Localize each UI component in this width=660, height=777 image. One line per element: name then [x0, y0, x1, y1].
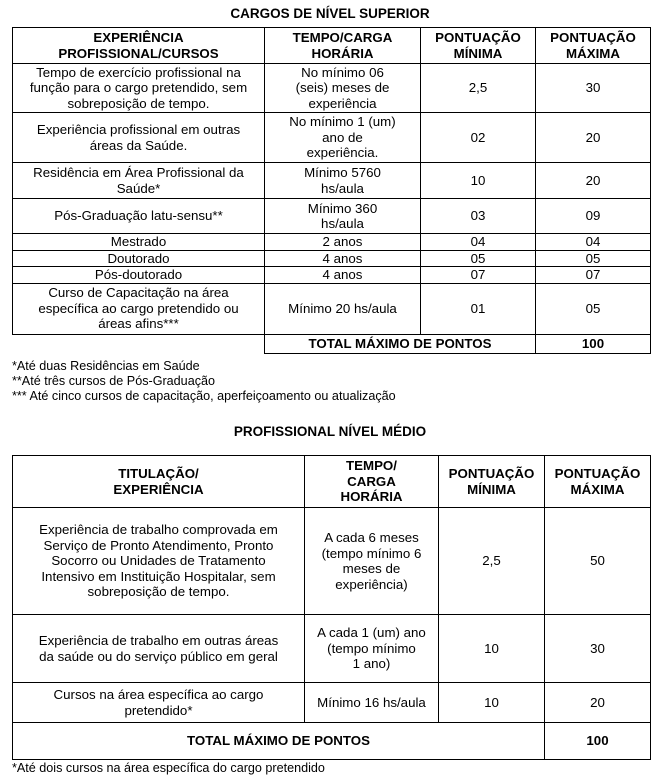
header-tempo: TEMPO/ CARGA HORÁRIA [305, 456, 439, 508]
cell-minima: 05 [421, 250, 536, 267]
cell-item: Experiência profissional em outras áreas da Saúde. [13, 113, 265, 163]
table-row [13, 683, 651, 723]
cell-item: Cursos na área específica ao cargo pretendido* [13, 683, 305, 723]
cell-minima: 04 [421, 234, 536, 251]
cell-tempo: 4 anos [265, 267, 421, 284]
cell-maxima: 07 [536, 267, 651, 284]
table-row [13, 283, 651, 334]
header-experiencia: EXPERIÊNCIA PROFISSIONAL/CURSOS [13, 28, 265, 64]
cell-tempo: Mínimo 360 hs/aula [265, 199, 421, 234]
total-label: TOTAL MÁXIMO DE PONTOS [265, 334, 536, 353]
cell-minima: 07 [421, 267, 536, 284]
cell-minima: 10 [439, 615, 545, 683]
cell-tempo: Mínimo 5760 hs/aula [265, 163, 421, 199]
cell-tempo: 2 anos [265, 234, 421, 251]
cell-tempo: Mínimo 16 hs/aula [305, 683, 439, 723]
table-row [13, 267, 651, 284]
table-row [13, 163, 651, 199]
total-row [13, 723, 651, 760]
cell-minima: 01 [421, 283, 536, 334]
header-pontuacao-minima: PONTUAÇÃO MÍNIMA [421, 28, 536, 64]
table-row [13, 199, 651, 234]
footnote: *Até dois cursos na área específica do cargo pretendido [12, 761, 325, 775]
cell-minima: 02 [421, 113, 536, 163]
table-row [13, 64, 651, 113]
cell-tempo: A cada 1 (um) ano (tempo mínimo 1 ano) [305, 615, 439, 683]
cell-item: Experiência de trabalho comprovada em Serviço de Pronto Atendimento, Pronto Socorro ou Unidades de Tratamento Intensivo em Instituição Hospitalar, sem sobreposição de tempo. [13, 508, 305, 615]
cell-minima: 10 [421, 163, 536, 199]
cell-maxima: 20 [536, 113, 651, 163]
cell-maxima: 30 [545, 615, 651, 683]
table-row [13, 234, 651, 251]
total-row [13, 334, 651, 353]
cell-maxima: 05 [536, 250, 651, 267]
total-value: 100 [545, 723, 651, 760]
cell-tempo: No mínimo 1 (um) ano de experiência. [265, 113, 421, 163]
cell-item: Doutorado [13, 250, 265, 267]
section2-title: PROFISSIONAL NÍVEL MÉDIO [233, 424, 427, 439]
cell-maxima: 50 [545, 508, 651, 615]
footnote: *** Até cinco cursos de capacitação, aperfeiçoamento ou atualização [12, 389, 396, 403]
cell-maxima: 09 [536, 199, 651, 234]
table-header-row [13, 28, 651, 64]
cell-item: Residência em Área Profissional da Saúde* [13, 163, 265, 199]
cell-minima: 2,5 [421, 64, 536, 113]
cell-item: Tempo de exercício profissional na função para o cargo pretendido, sem sobreposição de tempo. [13, 64, 265, 113]
cell-tempo: 4 anos [265, 250, 421, 267]
footnote: **Até três cursos de Pós-Graduação [12, 374, 216, 388]
table-nivel-medio [12, 455, 651, 760]
cell-maxima: 30 [536, 64, 651, 113]
table-header-row [13, 456, 651, 508]
section1-title: CARGOS DE NÍVEL SUPERIOR [230, 6, 430, 21]
table-row [13, 250, 651, 267]
header-titulacao: TITULAÇÃO/ EXPERIÊNCIA [13, 456, 305, 508]
cell-tempo: A cada 6 meses (tempo mínimo 6 meses de experiência) [305, 508, 439, 615]
cell-tempo: No mínimo 06 (seis) meses de experiência [265, 64, 421, 113]
cell-item: Pós-Graduação latu-sensu** [13, 199, 265, 234]
cell-item: Experiência de trabalho em outras áreas da saúde ou do serviço público em geral [13, 615, 305, 683]
cell-maxima: 20 [545, 683, 651, 723]
cell-maxima: 20 [536, 163, 651, 199]
cell-minima: 2,5 [439, 508, 545, 615]
cell-maxima: 04 [536, 234, 651, 251]
footnote: *Até duas Residências em Saúde [12, 359, 200, 373]
cell-item: Mestrado [13, 234, 265, 251]
cell-tempo: Mínimo 20 hs/aula [265, 283, 421, 334]
table-row [13, 615, 651, 683]
cell-item: Curso de Capacitação na área específica ao cargo pretendido ou áreas afins*** [13, 283, 265, 334]
header-pontuacao-maxima: PONTUAÇÃO MÁXIMA [545, 456, 651, 508]
table-row [13, 113, 651, 163]
total-value: 100 [536, 334, 651, 353]
header-pontuacao-minima: PONTUAÇÃO MÍNIMA [439, 456, 545, 508]
cell-item: Pós-doutorado [13, 267, 265, 284]
header-tempo: TEMPO/CARGA HORÁRIA [265, 28, 421, 64]
cell-maxima: 05 [536, 283, 651, 334]
total-label: TOTAL MÁXIMO DE PONTOS [13, 723, 545, 760]
header-pontuacao-maxima: PONTUAÇÃO MÁXIMA [536, 28, 651, 64]
cell-minima: 03 [421, 199, 536, 234]
table-row [13, 508, 651, 615]
cell-minima: 10 [439, 683, 545, 723]
table-nivel-superior [12, 27, 651, 354]
